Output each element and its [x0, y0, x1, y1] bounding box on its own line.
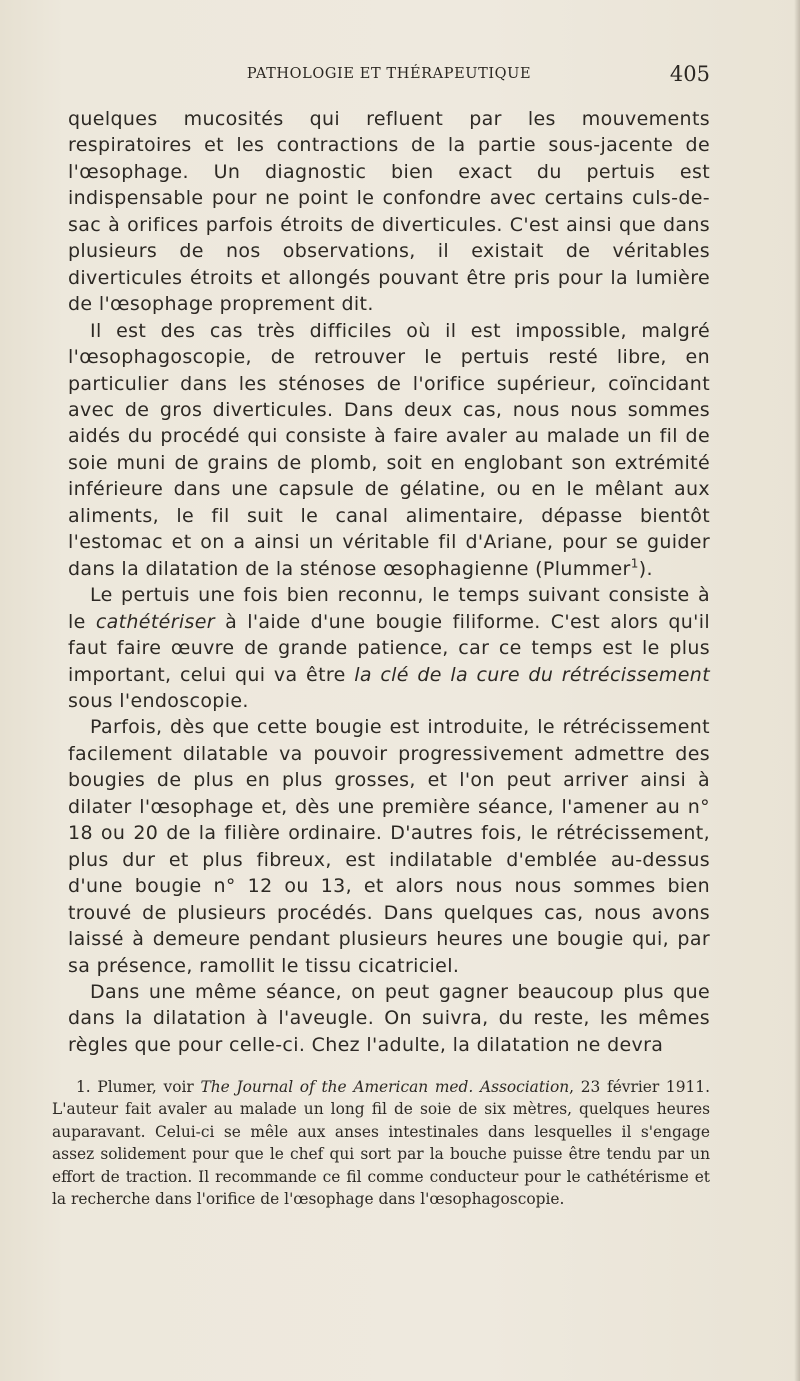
paragraph-5: Dans une même séance, on peut gagner beaucoup plus que dans la dilatation à l'aveugle. On suivra, du reste, les mêmes règles que pour celle-ci. Chez l'adulte, la dilatation ne devra — [68, 980, 710, 1056]
paragraph-3-part-a: Le pertuis une fois bien reconnu, le temps suivant consiste à le — [68, 584, 710, 633]
paragraph-2-end: ). — [638, 557, 653, 580]
footnote-1-part-b: , 23 février 1911. L'auteur fait avaler au malade un long fil de soie de six mètres, quelques heures auparavant. Celui-ci se mêle aux anses intestinales dans lesquelles il s'engage assez solidement pour que le chef qui sort par la bouche puisse être tendu par un effort de traction. Il recommande ce fil comme conducteur pour le cathétérisme et la recherche dans l'orifice de l'œsophage dans l'œsophagoscopie. — [52, 1078, 710, 1209]
paragraph-3-part-c: sous l'endoscopie. — [68, 689, 249, 712]
footnote-journal-title: The Journal of the American med. Association — [200, 1078, 570, 1096]
running-title: PATHOLOGIE ET THÉRAPEUTIQUE — [246, 66, 532, 82]
body-text — [68, 106, 710, 1058]
paragraph-1: quelques mucosités qui refluent par les mouvements respiratoires et les contractions de la partie sous-jacente de l'œsophage. Un diagnostic bien exact du pertuis est indispensable pour ne point le confondre avec certains culs-de-sac à orifices parfois étroits de diverticules. C'est ainsi que dans plusieurs de nos observations, il existait de véritables diverticules étroits et allongés pouvant être pris pour la lumière de l'œsophage proprement dit. — [68, 108, 710, 316]
paragraph-2 — [68, 318, 710, 583]
footnote-1 — [52, 1076, 710, 1210]
page-header — [68, 62, 710, 92]
paragraph-3 — [68, 582, 710, 714]
emphasis-catheteriser: cathétériser — [95, 610, 215, 633]
page-edge-shadow — [794, 0, 800, 1381]
emphasis-cle-de-la-cure: la clé de la cure du rétrécissement — [354, 663, 710, 686]
footnote-1-part-a: 1. Plumer, voir — [76, 1078, 201, 1096]
paragraph-3-part-b: à l'aide d'une bougie filiforme. C'est alors qu'il faut faire œuvre de grande patience, car ce temps est le plus important, celui qui va être — [68, 610, 710, 686]
page-number: 405 — [669, 62, 710, 86]
footnotes — [52, 1076, 710, 1210]
paragraph-4: Parfois, dès que cette bougie est introduite, le rétrécissement facilement dilatable va pouvoir progressivement admettre des bougies de plus en plus grosses, et l'on peut arriver ainsi à dilater l'œsophage et, dès une première séance, l'amener au n° 18 ou 20 de la filière ordinaire. D'autres fois, le rétrécissement, plus dur et plus fibreux, est indilatable d'emblée au-dessus d'une bougie n° 12 ou 13, et alors nous nous sommes bien trouvé de plusieurs procédés. Dans quelques cas, nous avons laissé à demeure pendant plusieurs heures une bougie qui, par sa présence, ramollit le tissu cicatriciel. — [68, 716, 710, 977]
footnote-reference[interactable]: 1 — [630, 556, 639, 571]
paragraph-2-text: Il est des cas très difficiles où il est impossible, malgré l'œsophagoscopie, de retrouver le pertuis resté libre, en particulier dans les sténoses de l'orifice supérieur, coïncidant avec de gros diverticules. Dans deux cas, nous nous sommes aidés du procédé qui consiste à faire avaler au malade un fil de soie muni de grains de plomb, soit en englobant son extrémité inférieure dans une capsule de gélatine, ou en le mêlant aux aliments, le fil suit le canal alimentaire, dépasse bientôt l'estomac et on a ainsi un véritable fil d'Ariane, pour se guider dans la dilatation de la sténose œsophagienne (Plummer — [68, 319, 710, 580]
